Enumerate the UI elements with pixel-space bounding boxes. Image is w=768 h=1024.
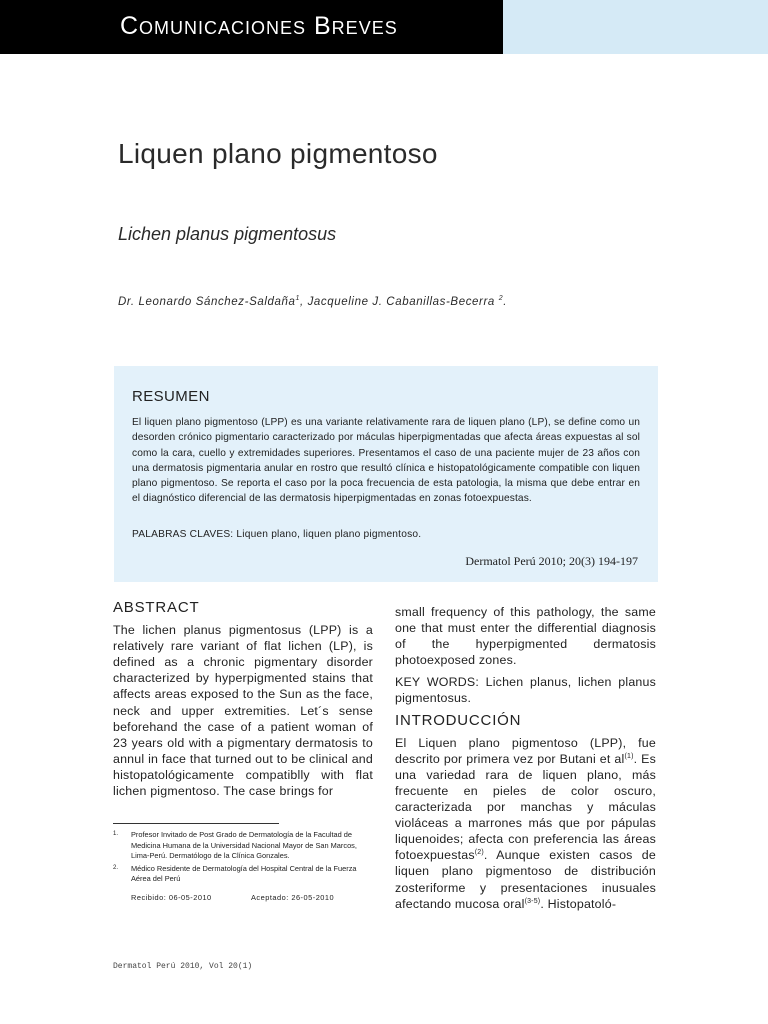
submission-dates — [113, 893, 375, 904]
footnote-item — [113, 864, 375, 885]
section-label: Comunicaciones Breves — [120, 12, 398, 40]
author-line-end: . — [503, 296, 507, 308]
affiliation-mark: 2 — [498, 295, 504, 303]
footnote-text: Profesor Invitado de Post Grado de Dermatología de la Facultad de Medicina Humana de la Universidad Nacional Mayor de San Marcos, Lima-Perú. Dermatólogo de la Clínica Gonzales. — [131, 830, 357, 861]
abstract-text: The lichen planus pigmentosus (LPP) is a relatively rare variant of flat lichen (LP), is defined as a chronic pigmentary disorder characterized by hyperpigmented stains that affects areas exposed to the Sun as the face, neck and upper extremities. Let´s sense beforehand the case of a patient woman of 23 years old with a pigmentary dermatosis to annul in face that turned out to be clinical and histopatológicamente compatiblly with flat lichen pigmentoso. The case brings for — [113, 623, 373, 799]
summary-heading: RESUMEN — [132, 388, 210, 405]
section-header-bar — [0, 0, 503, 54]
citation-ref: (3-5) — [524, 897, 541, 905]
received-date: Recibido: 06-05-2010 — [131, 892, 212, 902]
intro-text-part: . Aunque existen casos de liquen plano pigmentoso de distribución zosteriforme y presentaciones inusuales afectando mucosa oral — [395, 848, 656, 911]
footnotes — [113, 830, 375, 904]
footnote-mark: 1. — [113, 831, 119, 837]
left-column — [113, 600, 373, 807]
footnote-divider — [113, 823, 279, 824]
intro-heading: INTRODUCCIÓN — [395, 711, 522, 729]
intro-text-part: El Liquen plano pigmentoso (LPP), fue descrito por primera vez por Butani et al — [395, 735, 656, 766]
author-name: Dr. Leonardo Sánchez-Saldaña — [118, 296, 296, 308]
author-line — [118, 296, 507, 308]
author-name: Jacqueline J. Cabanillas-Becerra — [307, 296, 495, 308]
intro-text — [395, 735, 656, 912]
accepted-date: Aceptado: 26-05-2010 — [251, 892, 335, 902]
abstract-heading: ABSTRACT — [113, 599, 200, 616]
intro-text-part: . Es una variedad rara de liquen plano, más frecuente en pieles de color oscuro, caracterizada por manchas y máculas violáceas a marrones más que por pápulas liquenoides; afecta con preferencia las áreas fotoexpuestas — [395, 751, 656, 863]
header-accent-block — [503, 0, 768, 54]
summary-keywords: PALABRAS CLAVES: Liquen plano, liquen plano pigmentoso. — [132, 529, 422, 540]
summary-box — [114, 366, 658, 582]
journal-citation: Dermatol Perú 2010; 20(3) 194-197 — [465, 554, 638, 568]
footnote-text: Médico Residente de Dermatología del Hospital Central de la Fuerza Aérea del Perú — [131, 863, 357, 884]
article-subtitle: Lichen planus pigmentosus — [118, 224, 337, 244]
citation-ref: (1) — [624, 752, 634, 760]
abstract-continuation: small frequency of this pathology, the same one that must enter the differential diagnosis of the hyperpigmented dermatosis photoexposed zones. — [395, 605, 656, 668]
page-footer: Dermatol Perú 2010, Vol 20(1) — [113, 962, 253, 971]
author-separator: , — [299, 296, 308, 308]
affiliation-mark: 1 — [295, 295, 300, 303]
footnote-mark: 2. — [113, 864, 119, 871]
article-title: Liquen plano pigmentoso — [118, 138, 438, 169]
summary-text: El liquen plano pigmentoso (LPP) es una variante relativamente rara de liquen plano (LP), se define como un desorden crónico pigmentario caracterizado por máculas hiperpigmentadas que afecta áreas expuestas al sol como la cara, cuello y extremidades superiores. Presentamos el caso de una paciente mujer de 23 años con una dermatosis pigmentaria anular en rostro que resultó clínica e histopatológicamente compatible con liquen plano pigmentoso. Se reporta el caso por la poca frecuencia de esta patologia, la misma que debe entrar en el diagnóstico diferencial de las dermatosis hiperpigmentadas en zonas fotoexpuestas. — [132, 417, 640, 505]
citation-ref: (2) — [474, 849, 484, 857]
abstract-keywords: KEY WORDS: Lichen planus, lichen planus pigmentosus. — [395, 675, 656, 706]
footnote-item — [113, 830, 375, 862]
intro-text-part: . Histopatoló- — [540, 896, 617, 911]
right-column — [395, 604, 656, 918]
